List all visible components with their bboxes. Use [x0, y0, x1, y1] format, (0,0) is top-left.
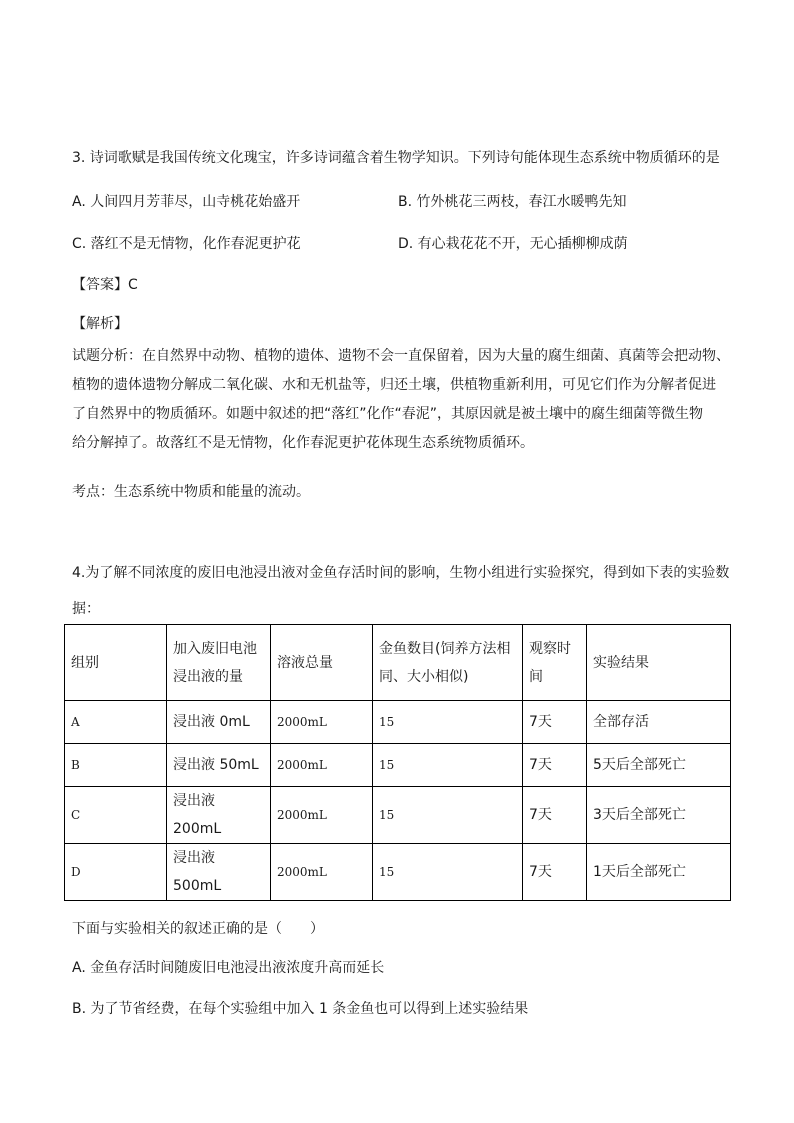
cell-added: 浸出液 50mL: [167, 744, 271, 787]
analysis-line: 试题分析：在自然界中动物、植物的遗体、遗物不会一直保留着，因为大量的腐生细菌、真菌等会把动物、: [72, 348, 730, 364]
q3-stem: 3. 诗词歌赋是我国传统文化瑰宝，许多诗词蕴含着生物学知识。下列诗句能体现生态系统中物质循环的是: [72, 150, 720, 166]
cell-result: 1天后全部死亡: [587, 844, 731, 901]
header-fish-line2: 同、大小相似): [379, 668, 469, 685]
q3-option-d: D. 有心栽花花不开，无心插柳柳成荫: [398, 236, 628, 252]
header-fish-line1: 金鱼数目(饲养方法相: [379, 640, 511, 657]
cell-total: 2000mL: [271, 844, 373, 901]
q4-question: 下面与实验相关的叙述正确的是（ ）: [72, 921, 324, 937]
q3-option-a: A. 人间四月芳菲尽，山寺桃花始盛开: [72, 194, 301, 210]
q3-kaodian: 考点：生态系统中物质和能量的流动。: [72, 484, 310, 500]
analysis-line: 给分解掉了。故落红不是无情物，化作春泥更护花体现生态系统物质循环。: [72, 435, 534, 451]
q3-option-c: C. 落红不是无情物，化作春泥更护花: [72, 236, 301, 252]
cell-group: A: [65, 701, 167, 744]
q3-option-b: B. 竹外桃花三两枝，春江水暖鸭先知: [398, 194, 627, 210]
cell-result: 全部存活: [587, 701, 731, 744]
header-total: 溶液总量: [271, 625, 373, 701]
q4-stem-line2: 据：: [72, 601, 100, 617]
cell-fish: 15: [373, 744, 523, 787]
header-added: [167, 625, 271, 701]
cell-total: 2000mL: [271, 701, 373, 744]
q3-answer: [72, 276, 138, 294]
header-added-line1: 加入废旧电池: [173, 640, 257, 657]
cell-result: 5天后全部死亡: [587, 744, 731, 787]
analysis-tag: 【解析】: [72, 316, 128, 332]
header-obs-line1: 观察时: [529, 640, 571, 657]
experiment-table: [64, 624, 731, 901]
table-row: [65, 844, 731, 901]
cell-obs: 7天: [523, 701, 587, 744]
cell-group: D: [65, 844, 167, 901]
cell-added: 浸出液 0mL: [167, 701, 271, 744]
q4-option-a: A. 金鱼存活时间随废旧电池浸出液浓度升高而延长: [72, 960, 385, 976]
cell-result: 3天后全部死亡: [587, 787, 731, 844]
cell-group: C: [65, 787, 167, 844]
cell-group: B: [65, 744, 167, 787]
header-added-line2: 浸出液的量: [173, 668, 243, 685]
q4-stem-line1: 4.为了解不同浓度的废旧电池浸出液对金鱼存活时间的影响，生物小组进行实验探究，得到如下表的实验数: [72, 565, 730, 581]
header-group: 组别: [65, 625, 167, 701]
cell-total: 2000mL: [271, 744, 373, 787]
cell-added: 浸出液 200mL: [167, 787, 271, 844]
cell-fish: 15: [373, 701, 523, 744]
cell-added: 浸出液 500mL: [167, 844, 271, 901]
table-header-row: [65, 625, 731, 701]
cell-total: 2000mL: [271, 787, 373, 844]
header-obs-line2: 间: [529, 668, 543, 685]
answer-value: C: [128, 277, 138, 293]
q3-analysis: [72, 342, 732, 458]
cell-obs: 7天: [523, 744, 587, 787]
header-fish: [373, 625, 523, 701]
table-row: [65, 787, 731, 844]
cell-fish: 15: [373, 787, 523, 844]
cell-obs: 7天: [523, 844, 587, 901]
answer-tag: 【答案】: [72, 277, 128, 293]
header-obs: [523, 625, 587, 701]
cell-fish: 15: [373, 844, 523, 901]
table-row: [65, 744, 731, 787]
analysis-line: 植物的遗体遗物分解成二氧化碳、水和无机盐等，归还土壤，供植物重新利用，可见它们作为分解者促进: [72, 377, 716, 393]
header-result: 实验结果: [587, 625, 731, 701]
q4-option-b: B. 为了节省经费，在每个实验组中加入 1 条金鱼也可以得到上述实验结果: [72, 1001, 529, 1017]
table-row: [65, 701, 731, 744]
cell-obs: 7天: [523, 787, 587, 844]
analysis-line: 了自然界中的物质循环。如题中叙述的把“落红”化作“春泥”，其原因就是被土壤中的腐生细菌等微生物: [72, 406, 704, 422]
